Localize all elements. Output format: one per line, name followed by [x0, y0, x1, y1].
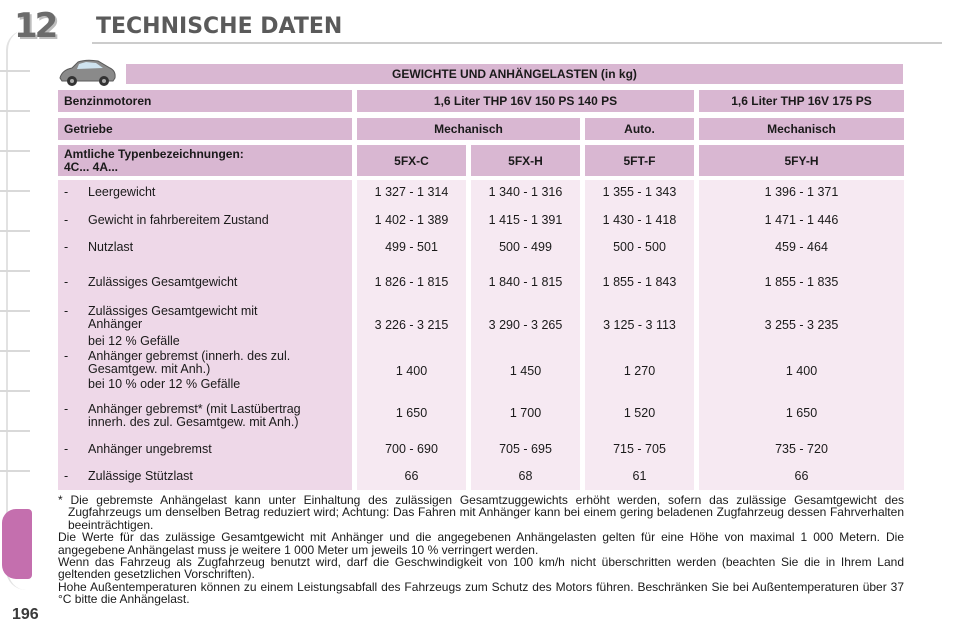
chapter-title: TECHNISCHE DATEN	[96, 14, 343, 39]
row-dash: -	[64, 213, 69, 227]
row-label: Zulässiges Gesamtgewicht mit	[88, 304, 258, 318]
tab-marker	[0, 70, 30, 72]
row-label: Gewicht in fahrbereitem Zustand	[88, 213, 269, 227]
row-value: 500 - 499	[499, 240, 552, 254]
type-label	[58, 145, 352, 176]
row-label-cont: Gesamtgew. mit Anh.)	[88, 362, 211, 376]
row-value: 66	[404, 469, 419, 483]
type-row	[58, 145, 904, 176]
gearbox-row	[58, 118, 904, 140]
row-value: 1 826 - 1 815	[374, 275, 449, 289]
tab-marker	[0, 270, 30, 272]
row-value: 1 402 - 1 389	[374, 213, 449, 227]
row-value: 1 400	[785, 364, 818, 378]
row-value: 1 450	[509, 364, 542, 378]
row-value: 3 255 - 3 235	[764, 318, 839, 332]
tab-marker	[0, 390, 30, 392]
row-value: 1 855 - 1 835	[764, 275, 839, 289]
row-dash: -	[64, 275, 69, 289]
row-value: 1 471 - 1 446	[764, 213, 839, 227]
row-dash: -	[64, 240, 69, 254]
row-value: 1 340 - 1 316	[488, 185, 563, 199]
type-code: 5FX-H	[471, 145, 580, 176]
chapter-badge	[14, 6, 64, 50]
row-value: 500 - 500	[613, 240, 666, 254]
type-code: 5FX-C	[357, 145, 466, 176]
row-label-note: bei 12 % Gefälle	[88, 334, 180, 348]
gearbox-c: Mechanisch	[699, 118, 904, 140]
row-label: Nutzlast	[88, 240, 134, 254]
row-value: 3 290 - 3 265	[488, 318, 563, 332]
row-value: 1 855 - 1 843	[602, 275, 677, 289]
row-label-cont: Anhänger	[88, 317, 143, 331]
tab-marker	[0, 310, 30, 312]
row-value: 1 650	[395, 406, 428, 420]
row-value: 735 - 720	[775, 442, 828, 456]
row-label: Leergewicht	[88, 185, 156, 199]
chapter-number: 12	[14, 6, 56, 46]
row-label: Zulässige Stützlast	[88, 469, 193, 483]
tab-marker	[0, 430, 30, 432]
tab-marker	[0, 350, 30, 352]
row-dash: -	[64, 304, 69, 318]
row-label-cont: innerh. des zul. Gesamtgew. mit Anh.)	[88, 415, 299, 429]
car-icon	[56, 58, 118, 88]
row-value: 1 415 - 1 391	[488, 213, 563, 227]
tab-marker	[0, 110, 30, 112]
engine-b: 1,6 Liter THP 16V 175 PS	[699, 90, 904, 112]
row-label: Anhänger gebremst (innerh. des zul.	[88, 349, 291, 363]
row-label: Zulässiges Gesamtgewicht	[88, 275, 238, 289]
title-divider	[92, 42, 942, 44]
type-code: 5FY-H	[699, 145, 904, 176]
row-value: 1 650	[785, 406, 818, 420]
row-value: 715 - 705	[613, 442, 666, 456]
row-dash: -	[64, 402, 69, 416]
type-label-line2: 4C... 4A...	[64, 159, 119, 174]
tab-marker	[0, 470, 30, 472]
gearbox-label: Getriebe	[58, 118, 352, 140]
note-paragraph: Hohe Außentemperaturen können zu einem Leistungsabfall des Fahrzeugs zum Schutz des Motors führen. Beschränken Sie bei Außentemperaturen über 37 °C bitte die Anhängelast.	[58, 579, 904, 607]
row-label: Anhänger gebremst* (mit Lastübertrag	[88, 402, 301, 416]
row-value: 68	[518, 469, 533, 483]
active-chapter-tab[interactable]	[2, 509, 32, 579]
row-dash: -	[64, 442, 69, 456]
row-label-note: bei 10 % oder 12 % Gefälle	[88, 377, 241, 391]
note-paragraph: Wenn das Fahrzeug als Zugfahrzeug benutzt wird, darf die Geschwindigkeit von 100 km/h nicht überschritten werden (beachten Sie die in Ihrem Land geltenden gesetzlichen Vorschriften).	[58, 555, 904, 582]
type-label-line1: Amtliche Typenbezeichnungen:	[64, 146, 244, 161]
row-value: 705 - 695	[499, 442, 552, 456]
row-value: 1 430 - 1 418	[602, 213, 677, 227]
row-dash: -	[64, 349, 69, 363]
row-value: 459 - 464	[775, 240, 828, 254]
row-value: 1 400	[395, 364, 428, 378]
engine-label: Benzinmotoren	[58, 90, 352, 112]
tab-marker	[0, 150, 30, 152]
chapter-tab-strip	[0, 30, 34, 590]
row-label: Anhänger ungebremst	[88, 442, 212, 456]
row-value: 1 700	[509, 406, 542, 420]
row-value: 61	[632, 469, 647, 483]
row-value: 1 327 - 1 314	[374, 185, 449, 199]
row-value: 1 355 - 1 343	[602, 185, 677, 199]
engine-row	[58, 90, 904, 112]
row-value: 3 125 - 3 113	[603, 318, 676, 332]
note-paragraph: Die Werte für das zulässige Gesamtgewicht mit Anhänger und die angegebenen Anhängelasten gelten für eine Höhe von maximal 1 000 Metern. Die angegebene Anhängelast muss je weitere 1 000 Meter um jeweils 10 % verringert werden.	[58, 530, 904, 557]
tab-marker	[0, 190, 30, 192]
row-dash: -	[64, 469, 69, 483]
row-value: 700 - 690	[385, 442, 438, 456]
tab-marker	[0, 230, 30, 232]
engine-a: 1,6 Liter THP 16V 150 PS 140 PS	[357, 90, 694, 112]
footnote: * Die gebremste Anhängelast kann unter Einhaltung des zulässigen Gesamtzuggewichts erhöht werden, sofern das zulässige Gesamtgewicht des Zugfahrzeugs um denselben Betrag reduziert wird; Achtung: Das Fahren mit Anhänger kann bei einem gering beladenen Zugfahrzeug dessen Fahrverhalten beeinträchtigen.	[58, 493, 904, 532]
row-value: 499 - 501	[385, 240, 438, 254]
section-title: GEWICHTE UND ANHÄNGELASTEN (in kg)	[126, 64, 903, 84]
gearbox-a: Mechanisch	[357, 118, 580, 140]
row-value: 1 840 - 1 815	[488, 275, 563, 289]
row-value: 1 520	[623, 406, 656, 420]
gearbox-b: Auto.	[585, 118, 694, 140]
row-dash: -	[64, 185, 69, 199]
row-value: 66	[794, 469, 809, 483]
type-code: 5FT-F	[585, 145, 694, 176]
row-value: 1 270	[623, 364, 656, 378]
row-value: 1 396 - 1 371	[764, 185, 839, 199]
page-number: 196	[12, 606, 39, 623]
notes-block	[58, 494, 904, 606]
row-value: 3 226 - 3 215	[374, 318, 449, 332]
